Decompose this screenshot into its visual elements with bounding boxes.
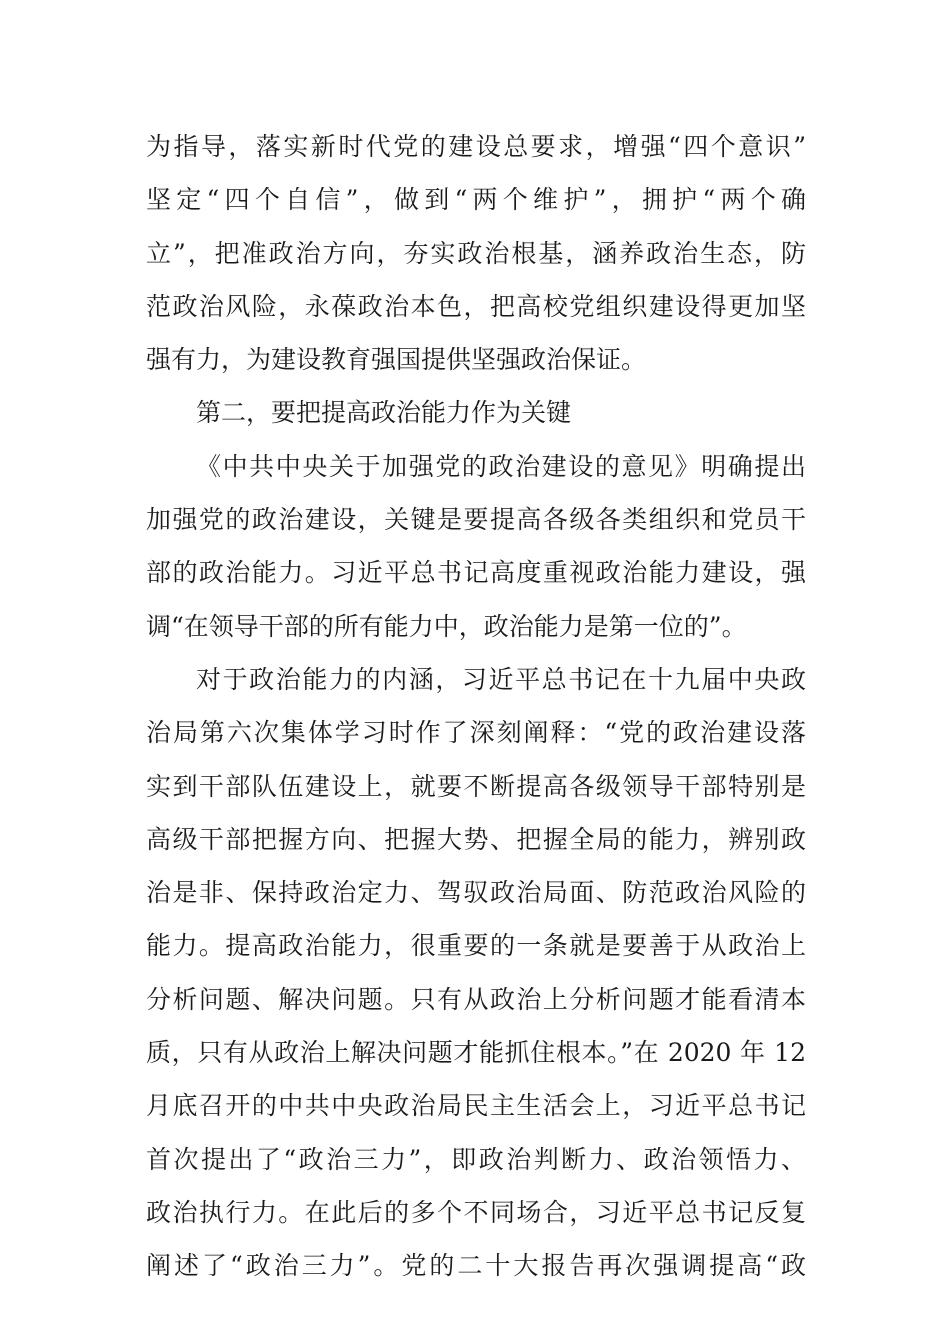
text-line: 调“在领导干部的所有能力中，政治能力是第一位的”。 xyxy=(146,611,747,641)
text-line: 《中共中央关于加强党的政治建设的意见》明确提出 xyxy=(196,451,806,481)
section-heading: 第二，要把提高政治能力作为关键 xyxy=(196,398,572,428)
text-line: 对于政治能力的内涵，习近平总书记在十九届中央政 xyxy=(196,664,806,694)
text-line: 治局第六次集体学习时作了深刻阐释：“党的政治建设落 xyxy=(146,718,806,748)
text-line: 首次提出了“政治三力”，即政治判断力、政治领悟力、 xyxy=(146,1144,806,1174)
document-body xyxy=(146,120,806,1293)
text-line: 政治执行力。在此后的多个不同场合，习近平总书记反复 xyxy=(146,1197,806,1227)
text-line: 实到干部队伍建设上，就要不断提高各级领导干部特别是 xyxy=(146,771,806,801)
text-line: 月底召开的中共中央政治局民主生活会上，习近平总书记 xyxy=(146,1091,806,1121)
text-line: 质，只有从政治上解决问题才能抓住根本。”在 2020 年 12 xyxy=(146,1038,806,1068)
text-line: 能力。提高政治能力，很重要的一条就是要善于从政治上 xyxy=(146,931,806,961)
text-line: 强有力，为建设教育强国提供坚强政治保证。 xyxy=(146,345,647,375)
text-line: 坚定“四个自信”，做到“两个维护”，拥护“两个确 xyxy=(146,185,806,215)
text-line: 加强党的政治建设，关键是要提高各级各类组织和党员干 xyxy=(146,505,806,535)
text-line: 阐述了“政治三力”。党的二十大报告再次强调提高“政 xyxy=(146,1251,806,1281)
text-line: 部的政治能力。习近平总书记高度重视政治能力建设，强 xyxy=(146,558,806,588)
text-line: 高级干部把握方向、把握大势、把握全局的能力，辨别政 xyxy=(146,824,806,854)
text-line: 治是非、保持政治定力、驾驭政治局面、防范政治风险的 xyxy=(146,878,806,908)
text-line: 范政治风险，永葆政治本色，把高校党组织建设得更加坚 xyxy=(146,291,806,321)
text-line: 分析问题、解决问题。只有从政治上分析问题才能看清本 xyxy=(146,984,806,1014)
text-line: 为指导，落实新时代党的建设总要求，增强“四个意识” xyxy=(146,132,806,161)
text-line: 立”，把准政治方向，夯实政治根基，涵养政治生态，防 xyxy=(146,238,806,268)
